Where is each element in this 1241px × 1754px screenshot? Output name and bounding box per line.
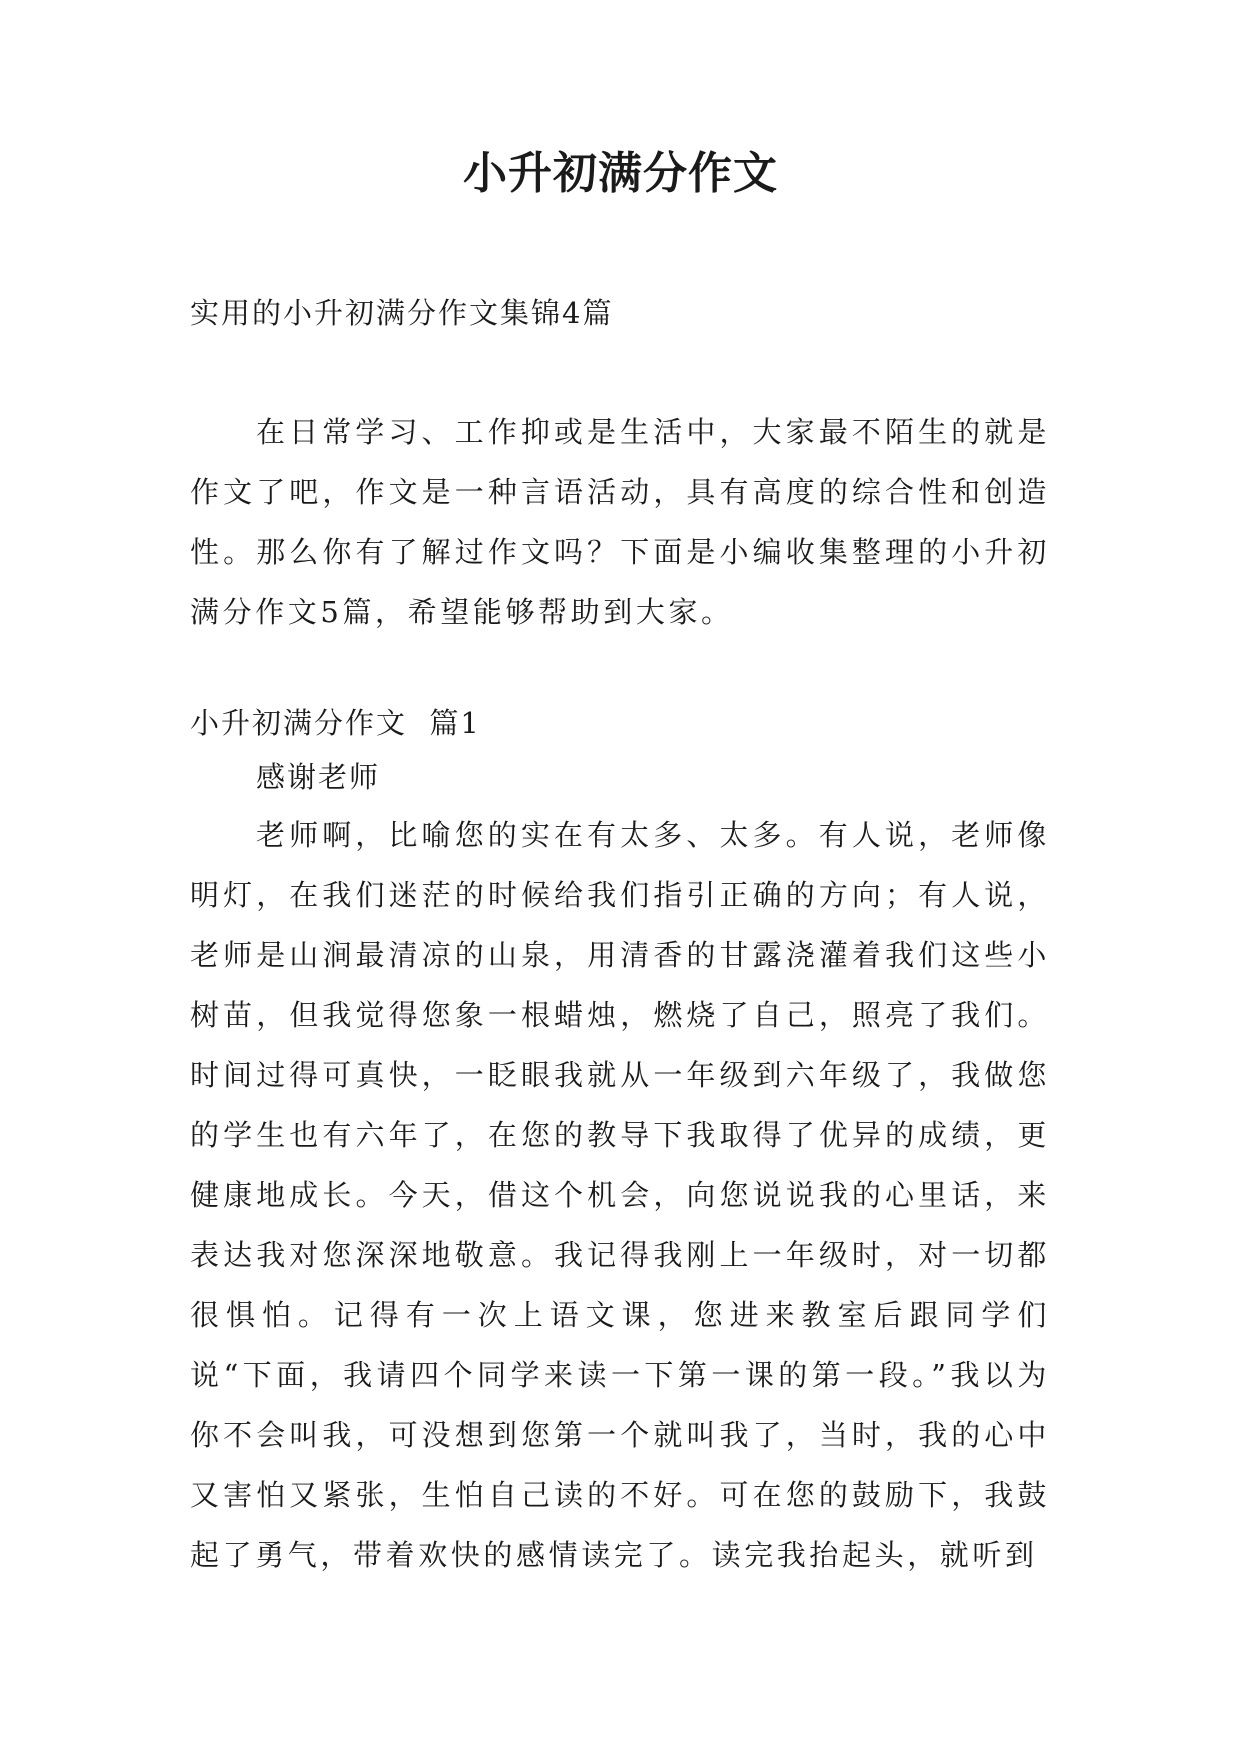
document-title: 小升初满分作文 <box>463 148 778 199</box>
intro-paragraph: 在日常学习、工作抑或是生活中，大家最不陌生的就是作文了吧，作文是一种言语活动，具有高度的综合性和创造性。那么你有了解过作文吗？下面是小编收集整理的小升初满分作文5篇，希望能够帮助到大家。 <box>190 415 1050 629</box>
essay-title: 感谢老师 <box>256 760 381 794</box>
section-heading: 小升初满分作文 篇1 <box>190 706 481 740</box>
essay-body-paragraph: 老师啊，比喻您的实在有太多、太多。有人说，老师像明灯，在我们迷茫的时候给我们指引正确的方向；有人说，老师是山涧最清凉的山泉，用清香的甘露浇灌着我们这些小树苗，但我觉得您象一根蜡烛，燃烧了自己，照亮了我们。时间过得可真快，一眨眼我就从一年级到六年级了，我做您的学生也有六年了，在您的教导下我取得了优异的成绩，更健康地成长。今天，借这个机会，向您说说我的心里话，来表达我对您深深地敬意。我记得我刚上一年级时，对一切都很惧怕。记得有一次上语文课，您进来教室后跟同学们说“下面，我请四个同学来读一下第一课的第一段。”我以为你不会叫我，可没想到您第一个就叫我了，当时，我的心中又害怕又紧张，生怕自己读的不好。可在您的鼓励下，我鼓起了勇气，带着欢快的感情读完了。读完我抬起头，就听到 <box>190 818 1050 1572</box>
document-subtitle: 实用的小升初满分作文集锦4篇 <box>190 296 614 330</box>
